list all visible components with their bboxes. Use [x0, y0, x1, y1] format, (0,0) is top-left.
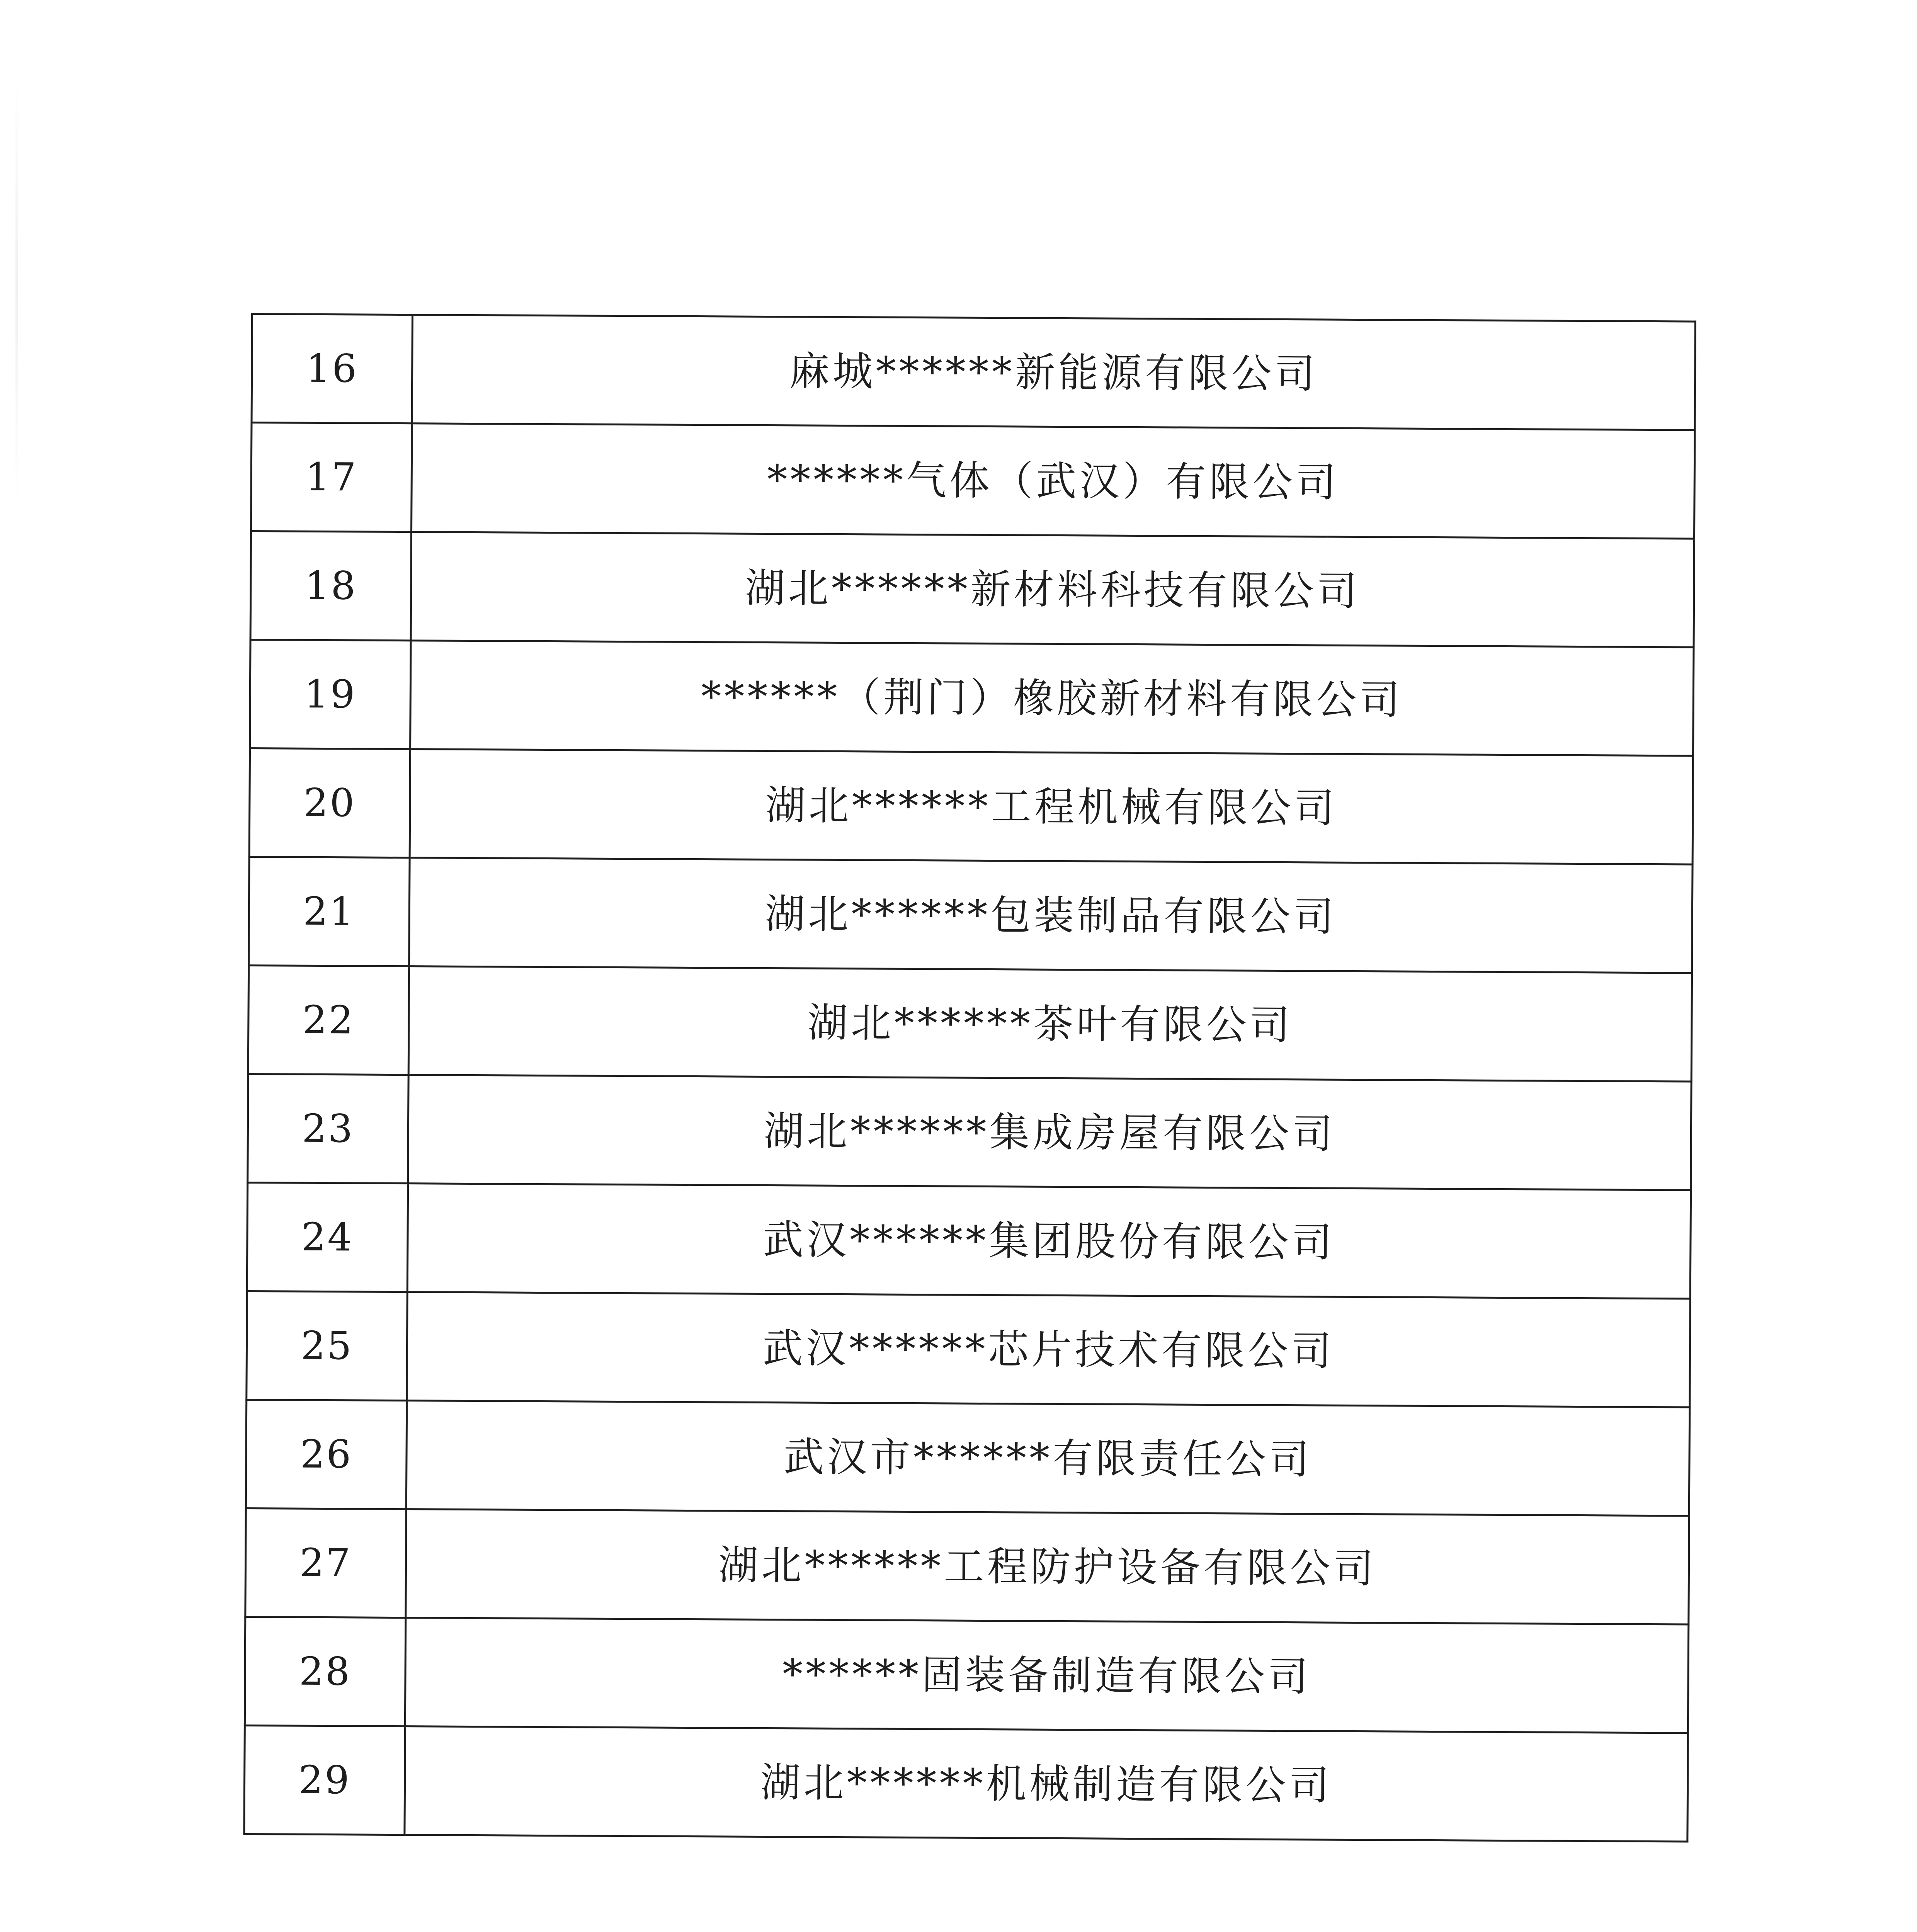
- table-row: [249, 857, 1692, 973]
- company-name: 武汉******集团股份有限公司: [407, 1184, 1691, 1299]
- table-row: [252, 314, 1695, 430]
- row-number: 16: [252, 314, 412, 423]
- company-name: 湖北******茶叶有限公司: [408, 966, 1692, 1082]
- row-number: 26: [246, 1400, 407, 1509]
- row-number: 27: [245, 1508, 406, 1617]
- table-row: [249, 748, 1693, 864]
- table-row: [245, 1617, 1688, 1733]
- row-number: 19: [250, 640, 411, 749]
- row-number: 25: [247, 1291, 407, 1400]
- table-row: [247, 1291, 1690, 1407]
- table-row: [246, 1400, 1689, 1516]
- row-number: 28: [245, 1617, 405, 1726]
- company-name: 湖北******机械制造有限公司: [405, 1726, 1688, 1842]
- company-name: 湖北******新材料科技有限公司: [411, 532, 1694, 647]
- row-number: 20: [249, 748, 410, 857]
- row-number: 24: [247, 1182, 408, 1292]
- table-row: [248, 965, 1692, 1082]
- company-name: 湖北******工程机械有限公司: [410, 749, 1693, 864]
- scan-edge-shadow: [15, 77, 18, 502]
- table-row: [248, 1074, 1691, 1190]
- company-name: 麻城******新能源有限公司: [412, 315, 1695, 430]
- row-number: 22: [248, 965, 409, 1075]
- company-name: 湖北******包装制品有限公司: [409, 858, 1692, 973]
- table-row: [245, 1508, 1689, 1624]
- row-number: 17: [251, 423, 412, 532]
- company-name: 武汉******芯片技术有限公司: [407, 1292, 1690, 1407]
- company-name: ******固装备制造有限公司: [405, 1618, 1688, 1733]
- table-row: [250, 640, 1694, 756]
- row-number: 29: [244, 1725, 405, 1835]
- row-number: 23: [248, 1074, 408, 1183]
- company-name: ******气体（武汉）有限公司: [412, 423, 1695, 539]
- row-number: 21: [249, 857, 410, 966]
- company-name: 武汉市******有限责任公司: [406, 1401, 1689, 1516]
- table-body: [244, 314, 1696, 1842]
- company-name: 湖北******工程防护设备有限公司: [406, 1509, 1689, 1624]
- table-row: [250, 531, 1694, 648]
- row-number: 18: [250, 531, 411, 641]
- company-list-table-wrapper: [243, 313, 1696, 1843]
- table-row: [251, 423, 1695, 539]
- table-row: [244, 1725, 1688, 1842]
- company-name: 湖北******集成房屋有限公司: [408, 1075, 1691, 1190]
- company-name: ******（荆门）橡胶新材料有限公司: [410, 641, 1694, 756]
- company-list-table: [243, 313, 1696, 1843]
- table-row: [247, 1182, 1691, 1299]
